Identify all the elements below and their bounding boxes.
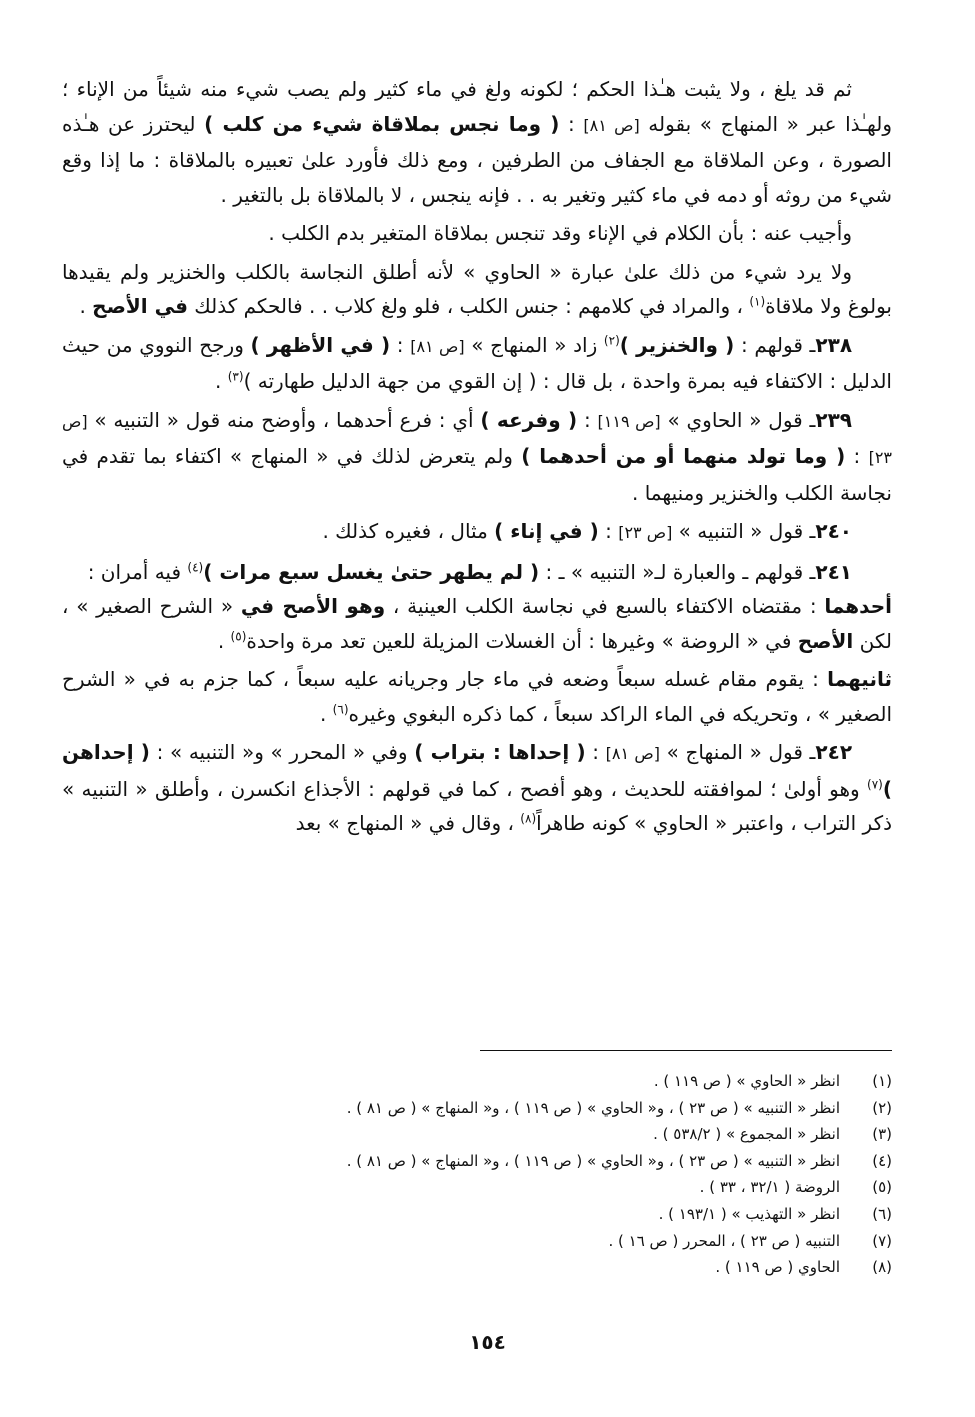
text-run: وهو أولىٰ ؛ لموافقته للحديث ، وهو أفصح ، كما في قولهم : الأجذاع انكسرن ، وأطلق « التنبيه » ذكر التراب ، واعتبر « الحاوي » كونه طاهراً [62,776,892,835]
quoted-text: ( وما نجس بملاقاة شيء من كلب ) [204,111,560,136]
footnote-number: (٧) [872,1231,892,1250]
paragraph-238 [62,328,892,399]
text-run: ولم يتعرض لذلك في « المنهاج » اكتفاء بما تقدم في نجاسة الكلب والخنزير ومنيهما . [62,444,892,505]
text-run: : [845,444,869,468]
text-run: في « الروضة » وغيرها : أن الغسلات المزيلة للعين تعد مرة واحدة [246,628,798,653]
footnote-text: الروضة ( ٣٢/١ ، ٣٣ ) . [699,1178,840,1197]
footnote-text: الحاوي ( ص ١١٩ ) . [715,1258,840,1277]
footnote-marker[interactable]: (٧) [867,776,883,791]
footnote-marker[interactable]: (٨) [520,811,537,826]
section-number: ٢٤١ [815,559,852,584]
footnote-text: انظر « التنبيه » ( ص ٢٣ ) ، و« الحاوي » ( ص ١١٩ ) ، و« المنهاج » ( ص ٨١ ) . [346,1151,840,1170]
footnote-text: انظر « التهذيب » ( ١٩٣/١ ) . [658,1204,840,1223]
text-run: : يقوم مقام غسله سبعاً وضعه في ماء جار وجريانه عليه سبعاً ، كما جزم به في « الشرح الصغير » ، وتحريكه في الماء الراكد سبعاً ، كما ذكره البغوي وغيره [62,667,892,726]
text-run: وفي « المحرر » و« التنبيه » : [149,740,415,764]
footnote [200,1121,892,1148]
page-reference: [ص ٨١] [410,336,465,356]
quoted-text: ( وفرعه ) [480,407,578,432]
footnote-marker[interactable]: (٢) [603,332,620,347]
paragraph-240 [62,514,892,551]
page-reference: [ص ٨١] [583,115,640,135]
footnote-number: (٥) [872,1178,892,1197]
page-reference: [ص ٢٣] [62,411,893,467]
footnote [200,1068,892,1095]
lead-word: أحدهما [824,594,892,618]
footnote-marker[interactable]: (٣) [227,369,244,384]
paragraph-first-matter [62,589,892,658]
text-run: . [217,628,231,653]
emphasis-text: الأصح [797,628,854,653]
footnote-number: (٢) [872,1098,892,1117]
text-run: فيه أمران : [87,559,188,584]
paragraph-241 [62,555,892,590]
main-text [62,72,892,841]
footnote-marker[interactable]: (٥) [230,628,247,643]
lead-word: ثانيهما [827,667,892,691]
text-run: . [79,294,93,318]
text-run: وأجيب عنه : بأن الكلام في الإناء وقد تنجس بملاقاة المتغير بدم الكلب . [268,221,852,245]
section-number: ٢٣٨ [815,332,853,357]
page-reference: [ص ١١٩] [597,411,661,431]
paragraph-239 [62,403,892,511]
text-run: ورجح النووي من حيث الدليل : الاكتفاء فيه بمرة واحدة ، بل قال : ( إن القوي من جهة الدليل طهارته ) [62,332,892,393]
page-reference: [ص ٨١] [605,744,660,763]
footnote-divider [480,1050,892,1051]
footnote [200,1148,892,1175]
footnote-marker[interactable]: (١) [749,294,766,309]
footnote-number: (٦) [872,1204,892,1223]
footnote-marker[interactable]: (٦) [332,701,349,716]
text-run: : [390,332,411,357]
quoted-text: ( لم يطهر حتىٰ يغسل سبع مرات ) [203,559,540,584]
text-run: ـ قول « الحاوي » [660,407,816,432]
text-run: : [559,111,584,136]
emphasis-text: وهو الأصح في [240,594,386,618]
text-run: ثم قد يلغ ، ولا يثبت هـٰذا الحكم ؛ لكونه ولغ في ماء كثير ولم يصب شيء منه شيئاً من الإناء ؛ ولهـٰذا عبر « المنهاج » بقوله [62,77,892,136]
text-run: : مقتضاه الاكتفاء بالسبع في نجاسة الكلب العينية ، [385,594,825,618]
footnote [200,1095,892,1122]
footnote-number: (٨) [872,1258,892,1277]
footnote [200,1201,892,1228]
footnote-number: (٣) [872,1125,892,1144]
quoted-text: ( إحداهن ) [62,740,892,801]
text-run: ـ قولهم ـ والعبارة لـ« التنبيه » ـ : [539,559,816,584]
text-run: أي : فرع أحدهما ، وأوضح منه قول « التنبيه » [87,407,481,432]
footnote-number: (١) [872,1072,892,1090]
paragraph [62,255,892,324]
footnote [200,1228,892,1255]
quoted-text: ( والخنزير ) [619,332,735,357]
text-run: ليحترز عن هـٰذه الصورة ، وعن الملاقاة مع الجفاف من الطرفين ، ومع ذلك فأورد علىٰ تعبيره بالملاقاة : ما إذا وقع شيء من روثه أو دمه في ماء كثير وتغير به . . فإنه ينجس ، لا بالملاقاة بل بالتغير . [62,111,892,207]
paragraph [62,72,892,212]
text-run: ـ قول « التنبيه » [672,519,816,543]
paragraph-second-matter [62,662,892,731]
footnote-text: التنبيه ( ص ٢٣ ) ، المحرر ( ص ١٦ ) . [608,1231,840,1250]
footnote [200,1254,892,1281]
quoted-text: في الأصح [92,294,188,318]
quoted-text: ( في إناء ) [494,519,599,543]
section-number: ٢٤٢ [815,740,853,764]
text-run: : [577,407,598,432]
footnote-text: انظر « التنبيه » ( ص ٢٣ ) ، و« الحاوي » ( ص ١١٩ ) ، و« المنهاج » ( ص ٨١ ) . [346,1098,840,1117]
page-reference: [ص ٢٣] [618,523,673,542]
quoted-text: ( إحداها : بتراب ) [414,740,586,764]
section-number: ٢٣٩ [815,407,853,432]
quoted-text: ( في الأظهر ) [250,332,391,357]
text-run: « الشرح الصغير » ، لكن [62,594,892,653]
footnote-text: انظر « المجموع » ( ٥٣٨/٢ ) . [653,1125,840,1144]
text-run: . [215,369,228,393]
quoted-text: ( وما تولد منهما أو من أحدهما ) [521,444,846,468]
text-run: ـ قولهم : [734,332,816,357]
text-run: ، وقال في « المنهاج » بعد [295,811,521,835]
footnote-text: انظر « الحاوي » ( ص ١١٩ ) . [653,1072,840,1090]
footnote-number: (٤) [872,1151,892,1170]
footnote [200,1174,892,1201]
text-run: زاد « المنهاج » [464,332,604,357]
text-run: . [319,701,333,726]
text-run: : [598,519,619,543]
footnote-marker[interactable]: (٤) [187,559,204,574]
footnotes [200,1068,892,1281]
text-run: ـ قول « المنهاج » [660,740,816,764]
section-number: ٢٤٠ [815,519,852,543]
paragraph [62,216,892,251]
text-run: مثال ، فغيره كذلك . [322,519,495,543]
text-run: : [585,740,606,764]
paragraph-242 [62,735,892,841]
page-number: ١٥٤ [469,1330,506,1354]
text-run: ، والمراد في كلامهم : جنس الكلب ، فلو ولغ كلاب . . فالحكم كذلك [187,294,750,318]
text-run: ولا يرد شيء من ذلك علىٰ عبارة « الحاوي » لأنه أطلق النجاسة بالكلب والخنزير ولم يقيدها بولوغ ولا ملاقاة [62,259,892,318]
